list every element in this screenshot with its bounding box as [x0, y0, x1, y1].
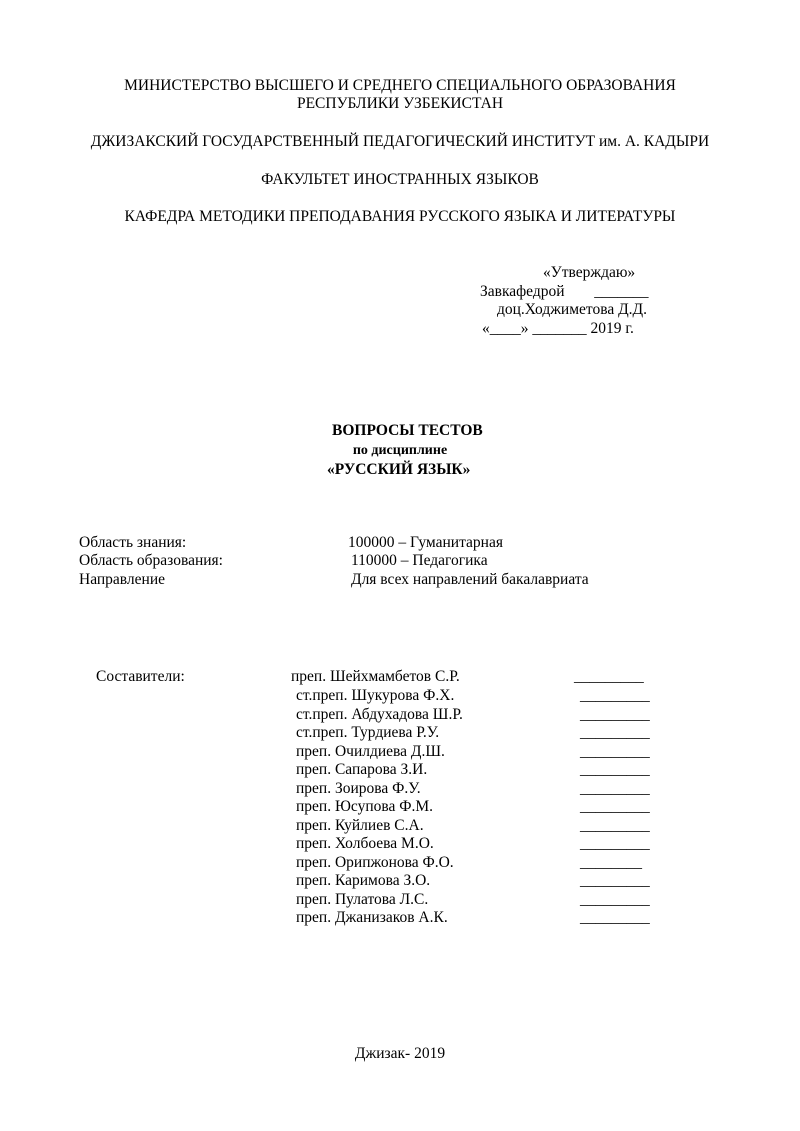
compiler-name: преп. Шейхмамбетов С.Р.: [291, 668, 460, 685]
compiler-signature-line: _________: [580, 835, 650, 852]
compiler-name: преп. Сапарова З.И.: [296, 761, 428, 778]
compiler-signature-line: _________: [580, 780, 650, 797]
info-label-education: Область образования:: [79, 552, 223, 569]
approval-date-line: «____» _______ 2019 г.: [482, 320, 634, 337]
compiler-signature-line: _________: [580, 909, 650, 926]
institute-name: ДЖИЗАКСКИЙ ГОСУДАРСТВЕННЫЙ ПЕДАГОГИЧЕСКИЙ ИНСТИТУТ им. А. КАДЫРИ: [90, 133, 710, 150]
compiler-signature-line: ________: [580, 854, 642, 871]
compiler-name: преп. Очилдиева Д.Ш.: [296, 743, 445, 760]
doc-subtitle: по дисциплине: [352, 443, 448, 458]
approval-head-label: Завкафедрой: [480, 283, 565, 300]
compiler-signature-line: _________: [580, 706, 650, 723]
compiler-name: преп. Джанизаков А.К.: [296, 909, 448, 926]
compiler-signature-line: _________: [580, 724, 650, 741]
ministry-line-1: МИНИСТЕРСТВО ВЫСШЕГО И СРЕДНЕГО СПЕЦИАЛЬНОГО ОБРАЗОВАНИЯ: [124, 77, 676, 94]
compiler-name: ст.преп. Турдиева Р.У.: [296, 724, 440, 741]
compiler-name: преп. Пулатова Л.С.: [296, 891, 429, 908]
doc-title: ВОПРОСЫ ТЕСТОВ: [332, 422, 483, 439]
info-value-direction: Для всех направлений бакалавриата: [351, 571, 589, 588]
compiler-name: преп. Холбоева М.О.: [296, 835, 434, 852]
compilers-label: Составители:: [96, 668, 185, 685]
compiler-signature-line: _________: [580, 743, 650, 760]
compiler-signature-line: _________: [580, 872, 650, 889]
approval-head: [480, 283, 649, 301]
approval-head-name: доц.Ходжиметова Д.Д.: [497, 301, 647, 318]
info-label-direction: Направление: [79, 571, 165, 588]
faculty-name: ФАКУЛЬТЕТ ИНОСТРАННЫХ ЯЗЫКОВ: [261, 171, 539, 188]
compiler-signature-line: _________: [580, 761, 650, 778]
info-value-knowledge: 100000 – Гуманитарная: [348, 534, 503, 551]
compiler-name: преп. Юсупова Ф.М.: [296, 798, 434, 815]
compiler-name: ст.преп. Шукурова Ф.Х.: [296, 687, 455, 704]
compiler-signature-line: _________: [580, 687, 650, 704]
compiler-name: преп. Каримова З.О.: [296, 872, 431, 889]
compiler-signature-line: _________: [574, 668, 644, 685]
info-label-knowledge: Область знания:: [79, 534, 187, 551]
info-value-education: 110000 – Педагогика: [351, 552, 488, 569]
compiler-signature-line: _________: [580, 817, 650, 834]
compiler-name: преп. Орипжонова Ф.О.: [296, 854, 454, 871]
compiler-signature-line: _________: [580, 798, 650, 815]
discipline-name: «РУССКИЙ ЯЗЫК»: [327, 461, 471, 478]
compiler-name: преп. Зоирова Ф.У.: [296, 780, 421, 797]
department-name: КАФЕДРА МЕТОДИКИ ПРЕПОДАВАНИЯ РУССКОГО ЯЗЫКА И ЛИТЕРАТУРЫ: [124, 208, 676, 225]
approval-approve: «Утверждаю»: [543, 264, 636, 281]
compiler-signature-line: _________: [580, 891, 650, 908]
footer-city-year: Джизак- 2019: [354, 1045, 446, 1062]
ministry-line-2: РЕСПУБЛИКИ УЗБЕКИСТАН: [296, 95, 504, 112]
compiler-name: преп. Куйлиев С.А.: [296, 817, 424, 834]
approval-head-blank: _______: [594, 283, 649, 300]
compiler-name: ст.преп. Абдухадова Ш.Р.: [296, 706, 463, 723]
